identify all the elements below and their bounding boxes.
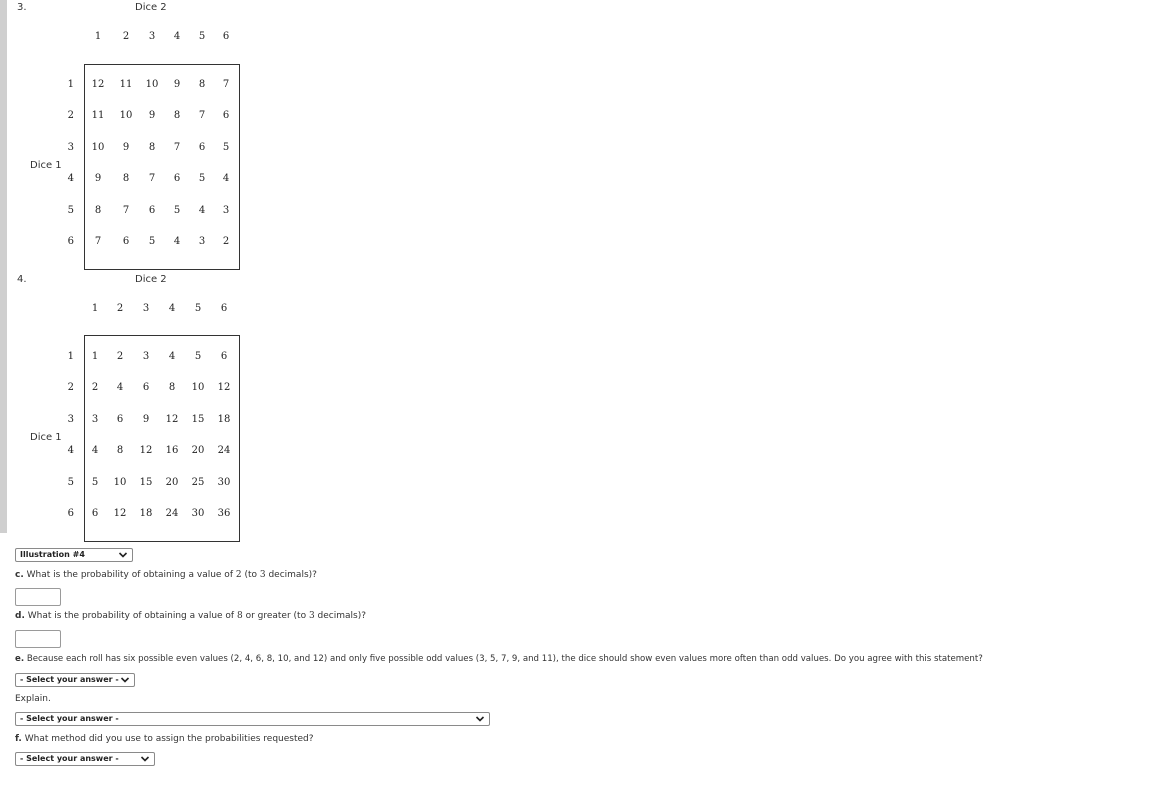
column-header: 1	[91, 303, 99, 314]
table-cell: 5	[198, 173, 206, 184]
table-cell: 9	[148, 110, 156, 121]
row-header: 1	[67, 351, 74, 362]
page-scrollbar[interactable]	[0, 0, 7, 533]
table-cell: 4	[91, 445, 99, 456]
row-header: 3	[67, 414, 74, 425]
table-cell: 11	[119, 79, 133, 90]
question-f-text	[15, 734, 314, 744]
table-cell: 12	[217, 382, 231, 393]
column-header: 6	[222, 31, 230, 42]
table-cell: 15	[139, 477, 153, 488]
question-c-text-end: decimals)?	[265, 570, 317, 580]
question-e-body: Because each roll has six possible even values (2, 4, 6, 8, 10, and 12) and only five possible odd values (3, 5, 7, 9, and 11), the dice should show even values more often than odd values. Do you agree with this statement?	[26, 654, 983, 664]
question-c-text	[15, 570, 317, 580]
table-cell: 6	[220, 351, 228, 362]
table-cell: 7	[148, 173, 156, 184]
table-cell: 8	[116, 445, 124, 456]
chevron-down-icon	[140, 753, 150, 765]
table-cell: 25	[191, 477, 205, 488]
question-d-value: 8	[236, 611, 243, 621]
table-cell: 12	[139, 445, 153, 456]
table-cell: 6	[142, 382, 150, 393]
table-cell: 12	[165, 414, 179, 425]
table-cell: 5	[222, 142, 230, 153]
table-cell: 10	[119, 110, 133, 121]
explain-label: Explain.	[15, 694, 51, 704]
table-cell: 4	[168, 351, 176, 362]
column-header: 3	[148, 31, 156, 42]
chevron-down-icon	[475, 713, 485, 725]
answer-e-select-value: - Select your answer -	[20, 675, 119, 684]
table-cell: 10	[91, 142, 105, 153]
table-cell: 18	[217, 414, 231, 425]
table-cell: 12	[113, 508, 127, 519]
q3-dice2-label: Dice 2	[135, 2, 167, 13]
table-cell: 8	[122, 173, 130, 184]
table-cell: 9	[173, 79, 181, 90]
question-d-letter: d.	[15, 611, 25, 621]
table-cell: 8	[173, 110, 181, 121]
question-e-text	[15, 654, 983, 664]
row-header: 3	[67, 142, 74, 153]
row-header: 2	[67, 110, 74, 121]
table-cell: 3	[142, 351, 150, 362]
answer-e-select[interactable]	[15, 673, 135, 687]
table-cell: 3	[198, 236, 206, 247]
question-3-number: 3.	[17, 2, 27, 13]
table-cell: 4	[173, 236, 181, 247]
table-cell: 16	[165, 445, 179, 456]
question-e-letter: e.	[15, 654, 25, 664]
table-cell: 20	[165, 477, 179, 488]
table-cell: 9	[142, 414, 150, 425]
table-cell: 9	[94, 173, 102, 184]
row-header: 2	[67, 382, 74, 393]
table-cell: 24	[165, 508, 179, 519]
table-cell: 3	[222, 205, 230, 216]
question-c-decimals: 3	[259, 570, 266, 580]
table-cell: 8	[94, 205, 102, 216]
column-header: 3	[142, 303, 150, 314]
table-cell: 7	[198, 110, 206, 121]
column-header: 5	[194, 303, 202, 314]
table-cell: 1	[91, 351, 99, 362]
column-header: 4	[168, 303, 176, 314]
table-cell: 6	[222, 110, 230, 121]
table-cell: 36	[217, 508, 231, 519]
table-cell: 4	[222, 173, 230, 184]
table-cell: 2	[222, 236, 230, 247]
table-cell: 20	[191, 445, 205, 456]
table-cell: 15	[191, 414, 205, 425]
table-cell: 10	[145, 79, 159, 90]
row-header: 4	[67, 445, 74, 456]
table-cell: 5	[173, 205, 181, 216]
table-cell: 12	[91, 79, 105, 90]
row-header: 1	[67, 79, 74, 90]
table-cell: 11	[91, 110, 105, 121]
question-f-body: What method did you use to assign the probabilities requested?	[24, 734, 314, 744]
table-cell: 7	[173, 142, 181, 153]
table-cell: 4	[198, 205, 206, 216]
explain-select[interactable]	[15, 712, 490, 726]
table-cell: 5	[148, 236, 156, 247]
column-header: 2	[122, 31, 130, 42]
table-cell: 8	[148, 142, 156, 153]
question-d-text-end: decimals)?	[314, 611, 366, 621]
table-cell: 6	[198, 142, 206, 153]
q4-dice2-label: Dice 2	[135, 274, 167, 285]
column-header: 5	[198, 31, 206, 42]
answer-f-select-value: - Select your answer -	[20, 754, 119, 763]
table-cell: 6	[122, 236, 130, 247]
table-cell: 5	[194, 351, 202, 362]
question-c-value: 2	[235, 570, 242, 580]
column-header: 2	[116, 303, 124, 314]
question-c-text-before: What is the probability of obtaining a value of	[26, 570, 236, 580]
chevron-down-icon	[120, 674, 130, 686]
question-4-number: 4.	[17, 274, 27, 285]
illustration-select[interactable]	[15, 548, 133, 562]
table-cell: 24	[217, 445, 231, 456]
table-cell: 10	[113, 477, 127, 488]
column-header: 1	[94, 31, 102, 42]
q4-grid-border	[84, 335, 240, 542]
question-d-text	[15, 611, 366, 621]
column-header: 4	[173, 31, 181, 42]
table-cell: 8	[198, 79, 206, 90]
q4-dice1-label: Dice 1	[30, 432, 62, 443]
row-header: 4	[67, 173, 74, 184]
table-cell: 2	[116, 351, 124, 362]
answer-f-select[interactable]	[15, 752, 155, 766]
table-cell: 7	[94, 236, 102, 247]
q3-dice1-label: Dice 1	[30, 160, 62, 171]
question-d-text-after: or greater (to	[242, 611, 309, 621]
table-cell: 18	[139, 508, 153, 519]
question-d-text-before: What is the probability of obtaining a value of	[27, 611, 237, 621]
question-f-letter: f.	[15, 734, 22, 744]
answer-c-input[interactable]	[15, 588, 61, 606]
table-cell: 3	[91, 414, 99, 425]
q3-grid-border	[84, 64, 240, 270]
table-cell: 7	[222, 79, 230, 90]
table-cell: 9	[122, 142, 130, 153]
table-cell: 7	[122, 205, 130, 216]
row-header: 5	[67, 205, 74, 216]
row-header: 5	[67, 477, 74, 488]
question-d-decimals: 3	[308, 611, 315, 621]
table-cell: 6	[91, 508, 99, 519]
table-cell: 6	[116, 414, 124, 425]
table-cell: 8	[168, 382, 176, 393]
table-cell: 30	[191, 508, 205, 519]
table-cell: 6	[148, 205, 156, 216]
table-cell: 6	[173, 173, 181, 184]
table-cell: 2	[91, 382, 99, 393]
table-cell: 4	[116, 382, 124, 393]
table-cell: 30	[217, 477, 231, 488]
question-c-text-after: (to	[241, 570, 260, 580]
explain-select-value: - Select your answer -	[20, 714, 119, 723]
table-cell: 10	[191, 382, 205, 393]
row-header: 6	[67, 508, 74, 519]
table-cell: 5	[91, 477, 99, 488]
answer-d-input[interactable]	[15, 630, 61, 648]
chevron-down-icon	[118, 549, 128, 561]
column-header: 6	[220, 303, 228, 314]
row-header: 6	[67, 236, 74, 247]
illustration-select-value: Illustration #4	[20, 550, 85, 559]
question-c-letter: c.	[15, 570, 24, 580]
